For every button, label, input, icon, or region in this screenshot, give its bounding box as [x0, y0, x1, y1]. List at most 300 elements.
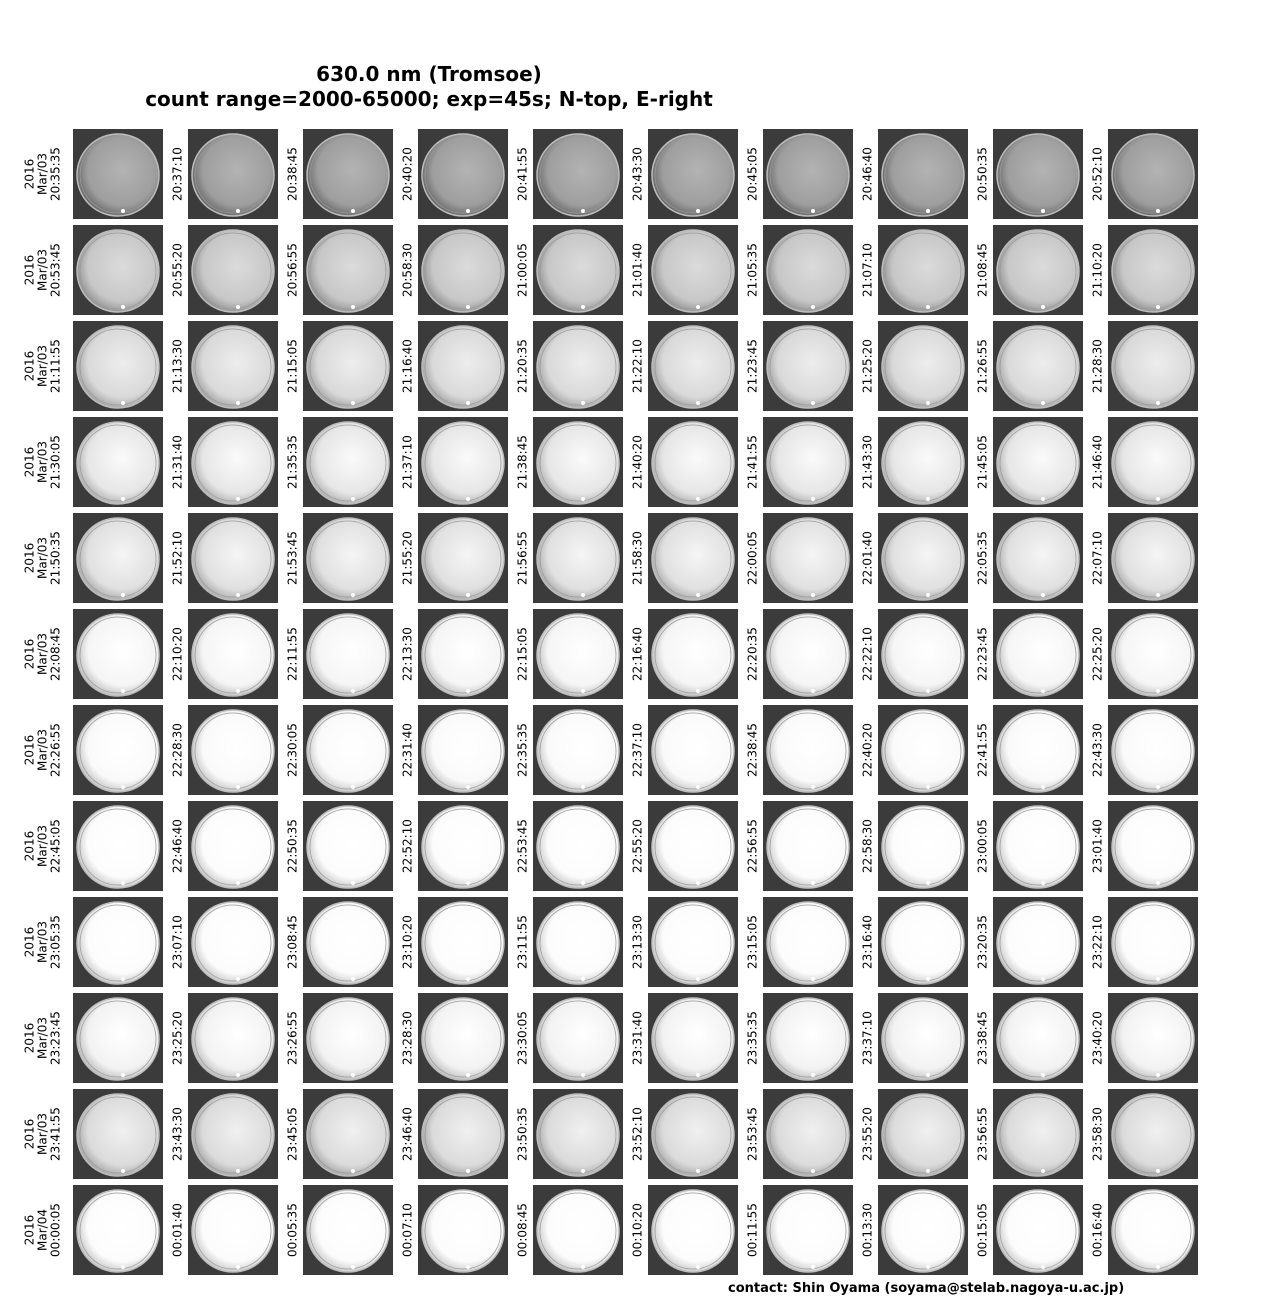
sky-disk — [77, 1190, 159, 1272]
timestamp-label: 2016 Mar/03 21:50:35 — [22, 531, 63, 585]
sky-disk — [77, 518, 159, 600]
light-spot — [466, 593, 470, 597]
allsky-image — [73, 321, 163, 411]
timestamp-label: 23:38:45 — [975, 1011, 990, 1065]
sky-disk — [537, 326, 619, 408]
timestamp-label: 23:45:05 — [285, 1107, 300, 1161]
timestamp-label: 20:43:30 — [630, 147, 645, 201]
sky-disk — [192, 902, 274, 984]
light-spot — [121, 977, 125, 981]
allsky-image — [993, 897, 1083, 987]
allsky-image — [763, 801, 853, 891]
timestamp-label: 23:22:10 — [1090, 915, 1105, 969]
light-spot — [466, 881, 470, 885]
allsky-image — [993, 321, 1083, 411]
timestamp-label: 23:25:20 — [170, 1011, 185, 1065]
allsky-image — [73, 1185, 163, 1275]
allsky-image — [73, 993, 163, 1083]
allsky-image — [533, 129, 623, 219]
allsky-image — [648, 225, 738, 315]
timestamp-label: 20:58:30 — [400, 243, 415, 297]
timestamp-label: 23:56:55 — [975, 1107, 990, 1161]
allsky-image — [1108, 417, 1198, 507]
allsky-image — [533, 705, 623, 795]
allsky-image — [878, 129, 968, 219]
light-spot — [121, 1169, 125, 1173]
sky-disk — [192, 998, 274, 1080]
timestamp-label: 23:00:05 — [975, 819, 990, 873]
sky-disk — [652, 806, 734, 888]
allsky-image — [648, 801, 738, 891]
sky-disk — [767, 1190, 849, 1272]
sky-disk — [1112, 998, 1194, 1080]
light-spot — [236, 305, 240, 309]
light-spot — [926, 1265, 930, 1269]
sky-disk — [882, 1190, 964, 1272]
allsky-image — [303, 513, 393, 603]
timestamp-label: 20:38:45 — [285, 147, 300, 201]
light-spot — [696, 305, 700, 309]
light-spot — [1156, 1073, 1160, 1077]
timestamp-label: 20:46:40 — [860, 147, 875, 201]
sky-disk — [882, 518, 964, 600]
light-spot — [351, 977, 355, 981]
light-spot — [1156, 1169, 1160, 1173]
timestamp-label: 2016 Mar/03 20:53:45 — [22, 243, 63, 297]
light-spot — [351, 305, 355, 309]
timestamp-label: 23:28:30 — [400, 1011, 415, 1065]
timestamp-label: 23:01:40 — [1090, 819, 1105, 873]
sky-disk — [767, 902, 849, 984]
timestamp-label: 21:16:40 — [400, 339, 415, 393]
timestamp-label: 22:31:40 — [400, 723, 415, 777]
timestamp-label: 23:07:10 — [170, 915, 185, 969]
figure-title: 630.0 nm (Tromsoe) — [316, 62, 542, 86]
sky-disk — [882, 326, 964, 408]
allsky-image — [648, 321, 738, 411]
timestamp-label: 23:13:30 — [630, 915, 645, 969]
timestamp-label: 22:55:20 — [630, 819, 645, 873]
allsky-image — [418, 417, 508, 507]
light-spot — [121, 209, 125, 213]
allsky-image — [303, 1185, 393, 1275]
light-spot — [1156, 1265, 1160, 1269]
sky-disk — [307, 518, 389, 600]
light-spot — [811, 1073, 815, 1077]
timestamp-label: 22:41:55 — [975, 723, 990, 777]
light-spot — [581, 593, 585, 597]
timestamp-label: 21:45:05 — [975, 435, 990, 489]
timestamp-label: 23:55:20 — [860, 1107, 875, 1161]
light-spot — [351, 689, 355, 693]
light-spot — [926, 689, 930, 693]
timestamp-label: 00:11:55 — [745, 1203, 760, 1257]
sky-disk — [767, 134, 849, 216]
timestamp-label: 23:20:35 — [975, 915, 990, 969]
allsky-image — [533, 897, 623, 987]
timestamp-label: 00:10:20 — [630, 1203, 645, 1257]
sky-disk — [997, 614, 1079, 696]
sky-disk — [422, 614, 504, 696]
allsky-image — [993, 1185, 1083, 1275]
timestamp-label: 21:56:55 — [515, 531, 530, 585]
timestamp-label: 23:37:10 — [860, 1011, 875, 1065]
allsky-image — [1108, 225, 1198, 315]
sky-disk — [1112, 230, 1194, 312]
timestamp-label: 22:35:35 — [515, 723, 530, 777]
timestamp-label: 22:38:45 — [745, 723, 760, 777]
timestamp-label: 22:07:10 — [1090, 531, 1105, 585]
allsky-image — [763, 993, 853, 1083]
timestamp-label: 21:13:30 — [170, 339, 185, 393]
light-spot — [811, 881, 815, 885]
timestamp-label: 20:40:20 — [400, 147, 415, 201]
allsky-image — [1108, 609, 1198, 699]
light-spot — [1041, 305, 1045, 309]
sky-disk — [537, 806, 619, 888]
sky-disk — [997, 998, 1079, 1080]
allsky-image — [303, 1089, 393, 1179]
sky-disk — [537, 1094, 619, 1176]
allsky-image — [73, 609, 163, 699]
timestamp-label: 20:56:55 — [285, 243, 300, 297]
allsky-image — [303, 705, 393, 795]
light-spot — [121, 1073, 125, 1077]
sky-disk — [882, 1094, 964, 1176]
sky-disk — [767, 806, 849, 888]
allsky-image — [533, 1185, 623, 1275]
light-spot — [351, 1265, 355, 1269]
sky-disk — [882, 614, 964, 696]
sky-disk — [652, 998, 734, 1080]
sky-disk — [77, 614, 159, 696]
sky-disk — [422, 998, 504, 1080]
light-spot — [1041, 689, 1045, 693]
timestamp-label: 21:38:45 — [515, 435, 530, 489]
light-spot — [926, 209, 930, 213]
sky-disk — [307, 998, 389, 1080]
light-spot — [1156, 785, 1160, 789]
timestamp-label: 22:52:10 — [400, 819, 415, 873]
allsky-image — [763, 321, 853, 411]
timestamp-label: 22:00:05 — [745, 531, 760, 585]
light-spot — [1156, 497, 1160, 501]
light-spot — [351, 1073, 355, 1077]
timestamp-label: 23:11:55 — [515, 915, 530, 969]
allsky-image — [418, 129, 508, 219]
allsky-image — [763, 609, 853, 699]
sky-disk — [652, 1094, 734, 1176]
timestamp-label: 23:50:35 — [515, 1107, 530, 1161]
timestamp-label: 2016 Mar/03 23:05:35 — [22, 915, 63, 969]
sky-disk — [997, 326, 1079, 408]
allsky-image — [418, 225, 508, 315]
timestamp-label: 21:55:20 — [400, 531, 415, 585]
sky-disk — [192, 326, 274, 408]
timestamp-label: 22:58:30 — [860, 819, 875, 873]
allsky-image — [763, 705, 853, 795]
allsky-image — [1108, 1185, 1198, 1275]
light-spot — [581, 977, 585, 981]
light-spot — [926, 785, 930, 789]
light-spot — [696, 497, 700, 501]
allsky-image — [763, 1089, 853, 1179]
sky-disk — [422, 806, 504, 888]
timestamp-label: 00:08:45 — [515, 1203, 530, 1257]
timestamp-label: 21:35:35 — [285, 435, 300, 489]
contact-note: contact: Shin Oyama (soyama@stelab.nagoya-u.ac.jp) — [728, 1281, 1125, 1296]
timestamp-label: 23:46:40 — [400, 1107, 415, 1161]
allsky-image — [73, 705, 163, 795]
sky-disk — [422, 422, 504, 504]
allsky-image — [418, 897, 508, 987]
sky-disk — [192, 422, 274, 504]
light-spot — [466, 1169, 470, 1173]
light-spot — [236, 881, 240, 885]
timestamp-label: 00:15:05 — [975, 1203, 990, 1257]
timestamp-label: 00:05:35 — [285, 1203, 300, 1257]
timestamp-label: 20:55:20 — [170, 243, 185, 297]
light-spot — [1156, 401, 1160, 405]
sky-disk — [1112, 710, 1194, 792]
light-spot — [1156, 977, 1160, 981]
allsky-image — [533, 417, 623, 507]
light-spot — [466, 785, 470, 789]
timestamp-label: 21:43:30 — [860, 435, 875, 489]
sky-disk — [997, 902, 1079, 984]
timestamp-label: 20:41:55 — [515, 147, 530, 201]
allsky-image — [73, 225, 163, 315]
sky-disk — [192, 710, 274, 792]
sky-disk — [767, 326, 849, 408]
light-spot — [1156, 881, 1160, 885]
sky-disk — [77, 230, 159, 312]
light-spot — [696, 593, 700, 597]
light-spot — [581, 785, 585, 789]
sky-disk — [537, 998, 619, 1080]
sky-disk — [422, 134, 504, 216]
allsky-image — [993, 609, 1083, 699]
light-spot — [926, 1073, 930, 1077]
sky-disk — [77, 806, 159, 888]
timestamp-label: 22:30:05 — [285, 723, 300, 777]
timestamp-label: 23:35:35 — [745, 1011, 760, 1065]
light-spot — [121, 689, 125, 693]
allsky-image — [1108, 129, 1198, 219]
sky-disk — [882, 230, 964, 312]
allsky-image — [878, 417, 968, 507]
sky-disk — [767, 518, 849, 600]
light-spot — [926, 401, 930, 405]
timestamp-label: 22:15:05 — [515, 627, 530, 681]
allsky-image — [303, 993, 393, 1083]
timestamp-label: 22:37:10 — [630, 723, 645, 777]
allsky-image — [1108, 897, 1198, 987]
sky-disk — [537, 614, 619, 696]
sky-disk — [307, 422, 389, 504]
sky-disk — [652, 134, 734, 216]
allsky-image — [993, 225, 1083, 315]
allsky-image — [73, 513, 163, 603]
allsky-image — [418, 321, 508, 411]
sky-disk — [1112, 518, 1194, 600]
allsky-image — [763, 129, 853, 219]
allsky-image — [73, 417, 163, 507]
sky-disk — [767, 998, 849, 1080]
timestamp-label: 22:50:35 — [285, 819, 300, 873]
sky-disk — [192, 614, 274, 696]
timestamp-label: 2016 Mar/03 23:41:55 — [22, 1107, 63, 1161]
allsky-image — [418, 1185, 508, 1275]
light-spot — [581, 1265, 585, 1269]
timestamp-label: 21:25:20 — [860, 339, 875, 393]
allsky-image — [763, 225, 853, 315]
light-spot — [696, 1169, 700, 1173]
allsky-image — [878, 1089, 968, 1179]
light-spot — [121, 593, 125, 597]
sky-disk — [882, 134, 964, 216]
light-spot — [811, 785, 815, 789]
timestamp-label: 2016 Mar/04 00:00:05 — [22, 1203, 63, 1257]
sky-disk — [1112, 614, 1194, 696]
sky-disk — [652, 614, 734, 696]
timestamp-label: 21:20:35 — [515, 339, 530, 393]
allsky-image — [993, 513, 1083, 603]
light-spot — [1156, 689, 1160, 693]
sky-disk — [1112, 134, 1194, 216]
allsky-image — [533, 1089, 623, 1179]
light-spot — [1156, 209, 1160, 213]
light-spot — [351, 1169, 355, 1173]
sky-disk — [537, 518, 619, 600]
light-spot — [1156, 593, 1160, 597]
sky-disk — [307, 326, 389, 408]
light-spot — [236, 497, 240, 501]
allsky-image — [303, 609, 393, 699]
light-spot — [236, 977, 240, 981]
sky-disk — [997, 1190, 1079, 1272]
allsky-image — [763, 897, 853, 987]
sky-disk — [882, 998, 964, 1080]
timestamp-label: 22:10:20 — [170, 627, 185, 681]
light-spot — [351, 209, 355, 213]
sky-disk — [307, 902, 389, 984]
light-spot — [236, 1265, 240, 1269]
allsky-image — [188, 705, 278, 795]
light-spot — [696, 977, 700, 981]
timestamp-label: 2016 Mar/03 21:11:55 — [22, 339, 63, 393]
allsky-image — [188, 513, 278, 603]
allsky-image — [993, 129, 1083, 219]
light-spot — [581, 305, 585, 309]
sky-disk — [1112, 806, 1194, 888]
light-spot — [466, 401, 470, 405]
sky-disk — [192, 1190, 274, 1272]
allsky-image — [188, 801, 278, 891]
sky-disk — [997, 518, 1079, 600]
light-spot — [236, 785, 240, 789]
sky-disk — [1112, 326, 1194, 408]
sky-disk — [997, 230, 1079, 312]
light-spot — [121, 881, 125, 885]
light-spot — [581, 497, 585, 501]
light-spot — [1041, 497, 1045, 501]
allsky-image — [878, 513, 968, 603]
light-spot — [581, 209, 585, 213]
allsky-image — [648, 705, 738, 795]
sky-disk — [997, 806, 1079, 888]
light-spot — [926, 977, 930, 981]
timestamp-label: 23:53:45 — [745, 1107, 760, 1161]
light-spot — [696, 1265, 700, 1269]
allsky-image — [418, 513, 508, 603]
allsky-image — [303, 225, 393, 315]
sky-disk — [537, 1190, 619, 1272]
sky-disk — [422, 1190, 504, 1272]
light-spot — [581, 689, 585, 693]
sky-disk — [192, 134, 274, 216]
light-spot — [811, 1169, 815, 1173]
light-spot — [811, 977, 815, 981]
timestamp-label: 00:13:30 — [860, 1203, 875, 1257]
allsky-image — [303, 417, 393, 507]
sky-disk — [1112, 422, 1194, 504]
allsky-image — [1108, 801, 1198, 891]
timestamp-label: 21:22:10 — [630, 339, 645, 393]
light-spot — [811, 497, 815, 501]
timestamp-label: 20:45:05 — [745, 147, 760, 201]
light-spot — [696, 1073, 700, 1077]
sky-disk — [77, 1094, 159, 1176]
timestamp-label: 00:01:40 — [170, 1203, 185, 1257]
sky-disk — [422, 1094, 504, 1176]
timestamp-label: 22:28:30 — [170, 723, 185, 777]
allsky-image — [188, 321, 278, 411]
sky-disk — [307, 806, 389, 888]
sky-disk — [192, 806, 274, 888]
light-spot — [1041, 593, 1045, 597]
allsky-image — [73, 1089, 163, 1179]
timestamp-label: 22:53:45 — [515, 819, 530, 873]
sky-disk — [767, 230, 849, 312]
timestamp-label: 23:30:05 — [515, 1011, 530, 1065]
light-spot — [466, 689, 470, 693]
light-spot — [811, 401, 815, 405]
timestamp-label: 2016 Mar/03 23:23:45 — [22, 1011, 63, 1065]
timestamp-label: 22:22:10 — [860, 627, 875, 681]
allsky-image — [648, 897, 738, 987]
light-spot — [581, 1073, 585, 1077]
light-spot — [236, 401, 240, 405]
light-spot — [696, 785, 700, 789]
allsky-image — [1108, 1089, 1198, 1179]
allsky-image — [878, 321, 968, 411]
light-spot — [121, 401, 125, 405]
allsky-image — [648, 417, 738, 507]
allsky-image — [188, 1185, 278, 1275]
timestamp-label: 22:16:40 — [630, 627, 645, 681]
light-spot — [926, 593, 930, 597]
timestamp-label: 23:26:55 — [285, 1011, 300, 1065]
timestamp-label: 21:15:05 — [285, 339, 300, 393]
timestamp-label: 22:11:55 — [285, 627, 300, 681]
timestamp-label: 21:28:30 — [1090, 339, 1105, 393]
sky-disk — [652, 326, 734, 408]
sky-disk — [652, 710, 734, 792]
timestamp-label: 23:43:30 — [170, 1107, 185, 1161]
allsky-image — [303, 321, 393, 411]
allsky-image — [1108, 513, 1198, 603]
